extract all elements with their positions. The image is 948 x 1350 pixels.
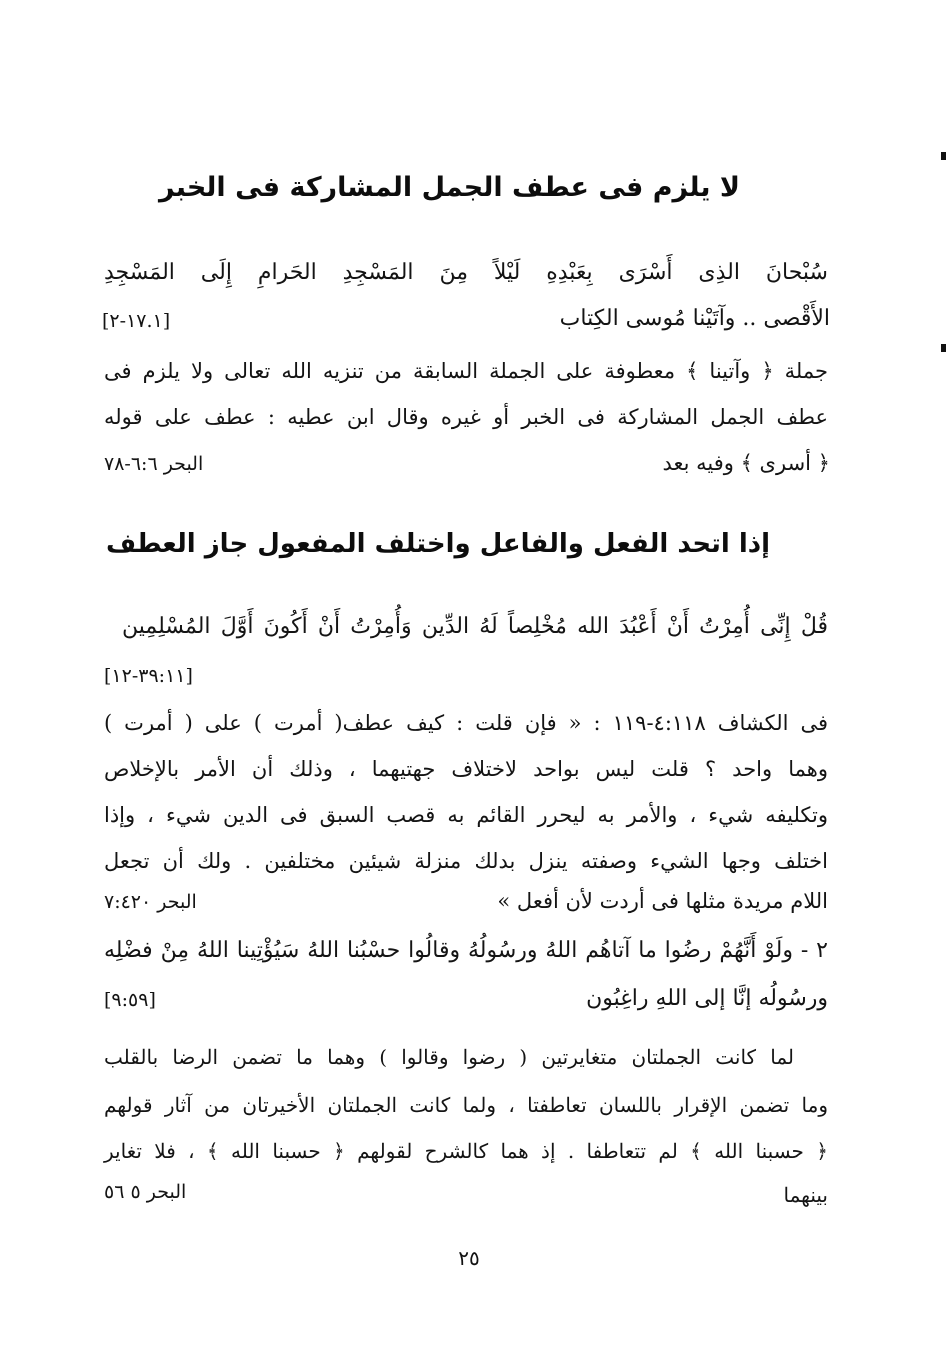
page-number: ٢٥ (458, 1246, 480, 1270)
paragraph-line: عطف الجمل المشاركة فى الخبر أو غيره وقال ابن عطيه : عطف على قوله (104, 405, 828, 429)
margin-mark-middle (941, 344, 946, 352)
paragraph-line: ﴿ حسبنا الله ﴾ لم تتعاطفا . إذ هما كالشرح لقولهم ﴿ حسبنا الله ﴾ ، فلا تغاير (104, 1139, 828, 1163)
verse-line: ٢ - ولَوْ أَنَّهُمْ رضُوا ما آتاهُم اللهُ ورسُولُهُ وقالُوا حسْبُنا اللهُ سَيُؤْتِينا اللهُ مِنْ فضْلِه (104, 938, 828, 963)
paragraph-line: لما كانت الجملتان متغايرتين ( رضوا وقالوا ) وهما ما تضمن الرضا بالقلب (104, 1045, 794, 1069)
verse-reference: [١٧.١-٢] (102, 310, 171, 332)
source-reference: البحر ٧:٤٢٠ (104, 891, 197, 913)
verse-line: ورسُولُه إنَّا إلى اللهِ راغِبُون (586, 986, 828, 1011)
margin-mark-top (941, 152, 946, 160)
verse-line: سُبْحانَ الذِى أَسْرَى بِعَبْدِهِ لَيْلاً مِنَ المَسْجِدِ الحَرامِ إِلَى المَسْجِدِ (104, 260, 828, 285)
section-heading: إذا اتحد الفعل والفاعل واختلف المفعول جاز العطف (106, 529, 770, 559)
source-reference: البحر ٥ ٥٦ (104, 1181, 187, 1203)
paragraph-line: فى الكشاف ٤:١١٨-١١٩ : « فإن قلت : كيف عطف( أمرت ) على ( أمرت ) (104, 711, 829, 735)
verse-line: قُلْ إِنِّى أُمِرْتُ أَنْ أَعْبُدَ الله مُخْلِصاً لَهُ الدِّين وَأُمِرْتُ أَنْ أَكُونَ أَوَّلَ المُسْلِمِين (122, 614, 828, 639)
verse-reference: [٣٩:١١-١٢] (104, 665, 193, 687)
paragraph-line: وهما واحد ؟ قلت ليس بواحد لاختلاف جهتيهما ، وذلك أن الأمر بالإخلاص (104, 757, 828, 781)
verse-reference: [٩:٥٩] (104, 989, 156, 1011)
paragraph-line: اختلف وجها الشيء وصفته ينزل بدلك منزلة شيئين مختلفين . ولك أن تجعل (104, 849, 828, 873)
paragraph-line: ﴿ أسرى ﴾ وفيه بعد (662, 451, 830, 475)
paragraph-line: وما تضمن الإقرار باللسان تعاطفتا ، ولما كانت الجملتان الأخيرتان من آثار قولهم (104, 1093, 828, 1117)
section-heading: لا يلزم فى عطف الجمل المشاركة فى الخبر (159, 172, 740, 203)
source-reference: البحر ٦:٦-٧٨ (104, 453, 204, 475)
paragraph-line: جملة ﴿ وآتينا ﴾ معطوفة على الجملة السابقة من تنزيه الله تعالى ولا يلزم فى (104, 359, 828, 383)
paragraph-line: وتكليفه شيء ، والأمر به ليحرر القائم به قصب السبق فى الدين شيء ، وإذا (104, 803, 828, 827)
verse-line: الأَقْصى .. وآتَيْنا مُوسى الكِتاب (559, 306, 830, 331)
paragraph-line: اللام مريدة مثلها فى أردت لأن أفعل » (497, 889, 828, 913)
paragraph-line: بينهما (783, 1183, 828, 1207)
